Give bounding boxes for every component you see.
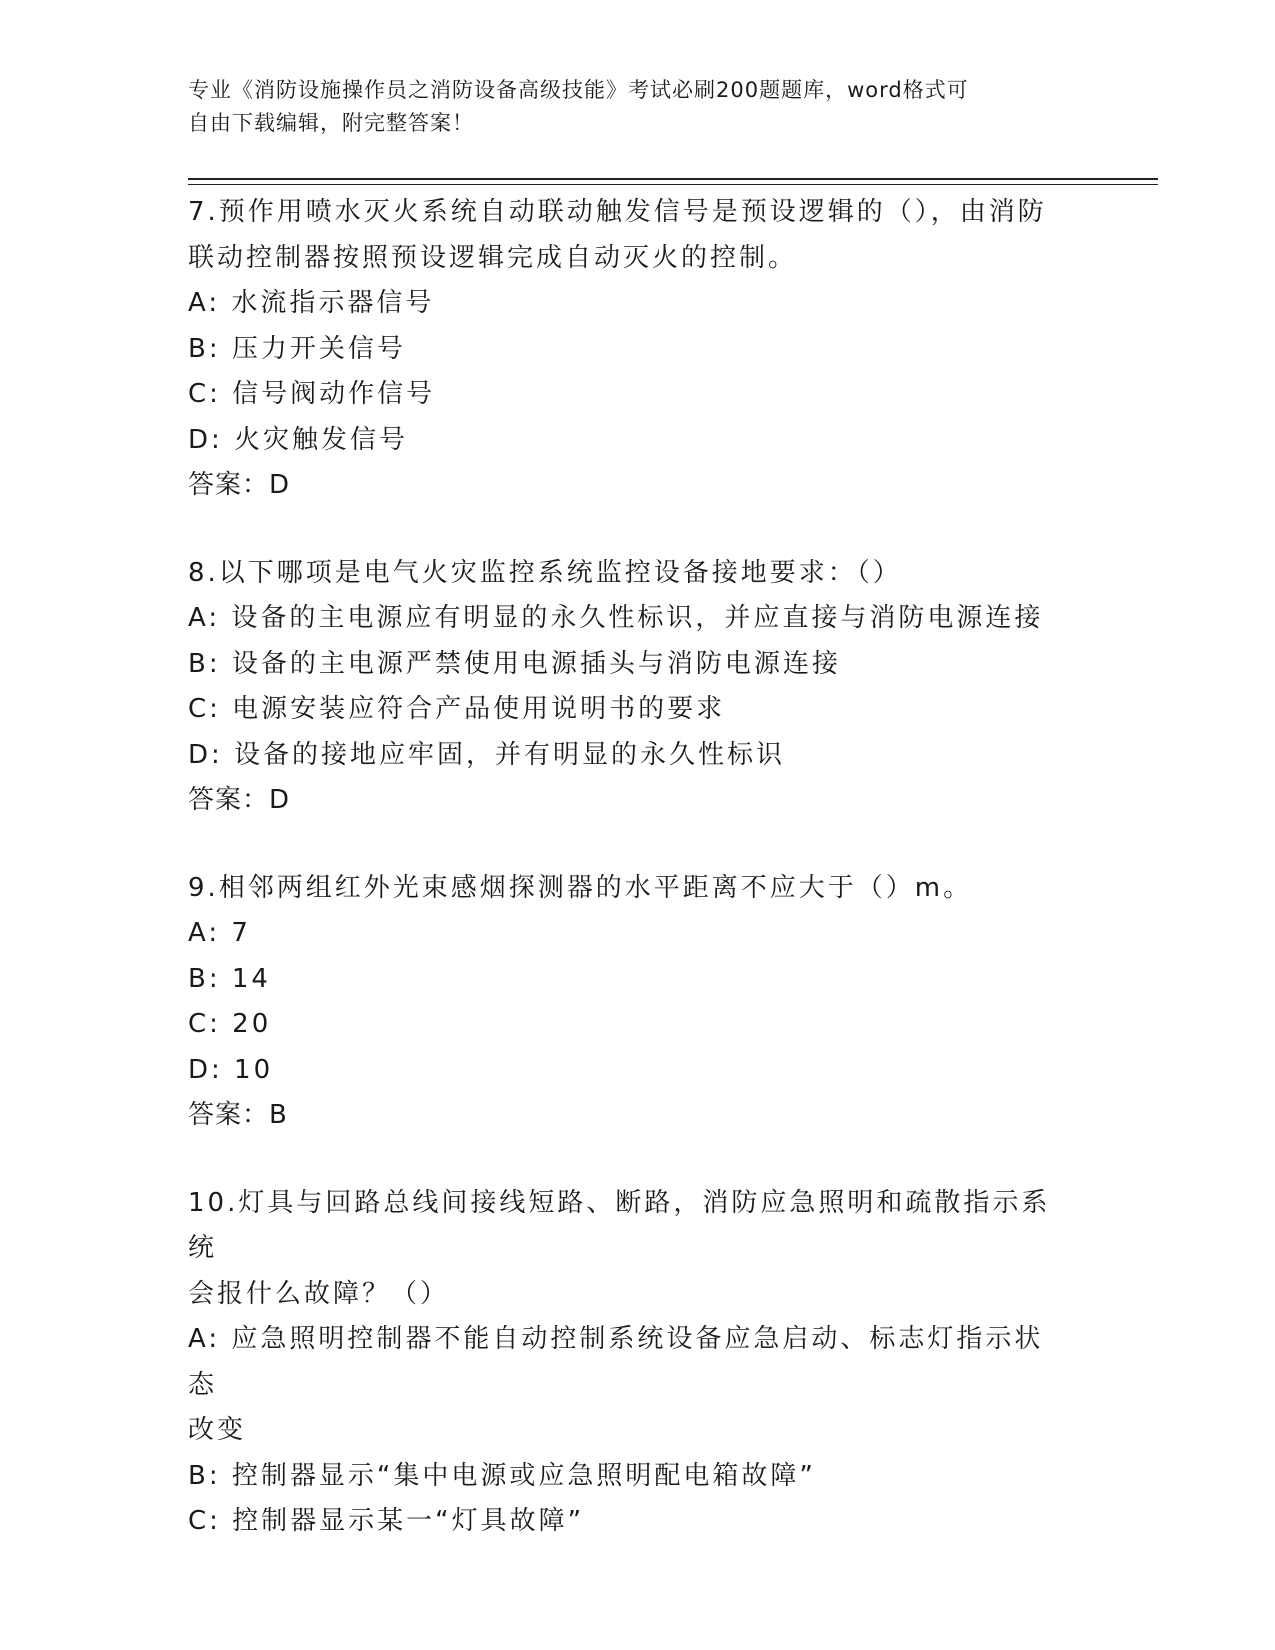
answer-label: 答案： <box>188 470 270 500</box>
answer-label: 答案： <box>188 1100 270 1130</box>
answer-value: D <box>269 470 291 500</box>
question-8 <box>188 551 1088 824</box>
option-a: A: 7 <box>188 918 251 948</box>
question-stem-line-1: 10.灯具与回路总线间接线短路、断路，消防应急照明和疏散指示系统 <box>188 1187 1051 1263</box>
option-c: C: 电源安装应符合产品使用说明书的要求 <box>188 694 726 724</box>
question-10 <box>188 1181 1088 1545</box>
question-7 <box>188 190 1088 509</box>
header-line-1: 专业《消防设施操作员之消防设备高级技能》考试必刷200题题库，word格式可 <box>188 78 969 102</box>
option-d: D: 10 <box>188 1054 274 1085</box>
option-b: B: 压力开关信号 <box>188 333 406 364</box>
question-stem-line-2: 会报什么故障？（） <box>188 1278 450 1309</box>
option-c: C: 控制器显示某一“灯具故障” <box>188 1506 585 1536</box>
question-stem-line-1: 9.相邻两组红外光束感烟探测器的水平距离不应大于（）m。 <box>188 872 973 903</box>
option-b: B: 设备的主电源严禁使用电源插头与消防电源连接 <box>188 648 841 679</box>
option-a: A: 设备的主电源应有明显的永久性标识，并应直接与消防电源连接 <box>188 603 1044 633</box>
option-b: B: 控制器显示“集中电源或应急照明配电箱故障” <box>188 1460 816 1491</box>
question-9 <box>188 866 1088 1139</box>
answer <box>188 778 1088 824</box>
option-a-continued: 改变 <box>188 1415 247 1445</box>
option-a: A: 水流指示器信号 <box>188 288 435 318</box>
answer-label: 答案： <box>188 785 270 815</box>
answer <box>188 1093 1088 1139</box>
question-stem-line-2: 联动控制器按照预设逻辑完成自动灭火的控制。 <box>188 242 798 273</box>
option-a: A: 应急照明控制器不能自动控制系统设备应急启动、标志灯指示状态 <box>188 1324 1044 1400</box>
question-list <box>188 190 1088 1587</box>
option-d: D: 设备的接地应牢固，并有明显的永久性标识 <box>188 739 786 770</box>
option-c: C: 20 <box>188 1009 272 1039</box>
question-stem-line-1: 7.预作用喷水灭火系统自动联动触发信号是预设逻辑的（），由消防 <box>188 197 1047 227</box>
header-line-2: 自由下载编辑，附完整答案！ <box>188 111 474 135</box>
option-d: D: 火灾触发信号 <box>188 424 409 455</box>
header-divider-thin <box>188 184 1158 185</box>
document-header <box>188 74 1068 140</box>
answer-value: B <box>269 1100 288 1130</box>
option-b: B: 14 <box>188 963 271 994</box>
answer-value: D <box>269 785 291 815</box>
question-stem-line-1: 8.以下哪项是电气火灾监控系统监控设备接地要求：（） <box>188 557 902 588</box>
option-c: C: 信号阀动作信号 <box>188 379 436 409</box>
header-divider-thick <box>188 178 1158 180</box>
answer <box>188 463 1088 509</box>
